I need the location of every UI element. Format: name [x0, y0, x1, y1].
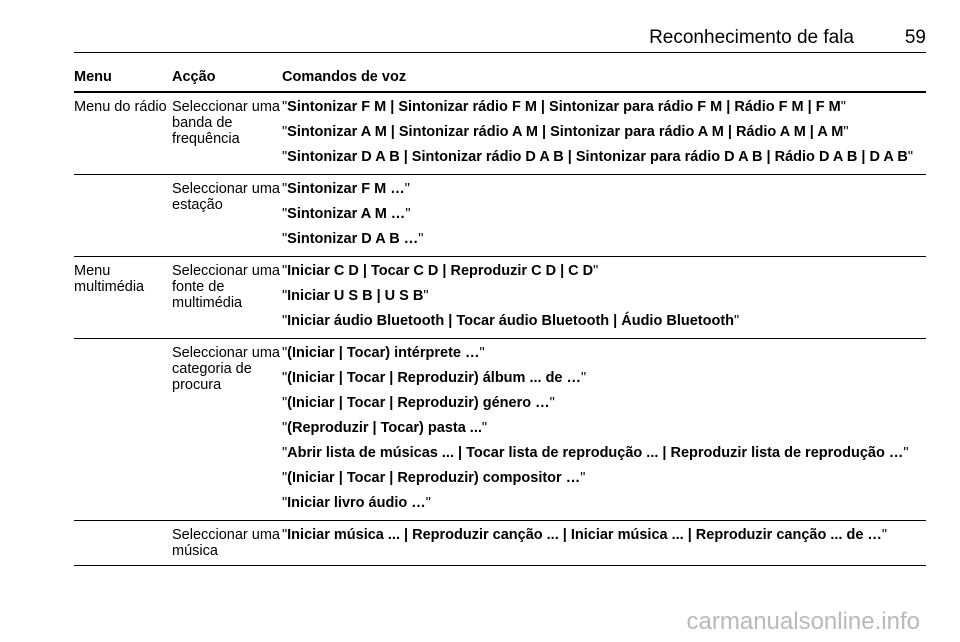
column-header-menu: Menu: [74, 66, 172, 92]
commands-cell: [282, 257, 926, 339]
voice-command-text: Sintonizar A M …: [287, 206, 406, 222]
voice-command-text: Sintonizar A M | Sintonizar rádio A M | Sintonizar para rádio A M | Rádio A M | A M: [287, 124, 844, 140]
commands-cell: [282, 175, 926, 257]
voice-command-text: Iniciar livro áudio …: [287, 495, 426, 511]
voice-command: "Sintonizar F M | Sintonizar rádio F M | Sintonizar para rádio F M | Rádio F M | F M": [282, 99, 846, 115]
table-body: [74, 92, 926, 566]
voice-commands-table: [74, 66, 926, 566]
voice-command: "Sintonizar A M | Sintonizar rádio A M | Sintonizar para rádio A M | Rádio A M | A M": [282, 124, 849, 140]
action-cell: Seleccionar uma banda de frequência: [172, 92, 282, 175]
page-header: [74, 22, 926, 53]
voice-command: "Iniciar música ... | Reproduzir canção ... | Iniciar música ... | Reproduzir canção ... de …": [282, 527, 888, 543]
commands-cell: [282, 521, 926, 566]
voice-command-text: (Iniciar | Tocar | Reproduzir) álbum ... de …: [287, 370, 582, 386]
table-row: [74, 175, 926, 257]
voice-command: "(Iniciar | Tocar | Reproduzir) compositor …": [282, 470, 586, 486]
voice-command-text: Abrir lista de músicas ... | Tocar lista de reprodução ... | Reproduzir lista de reprodução …: [287, 445, 904, 461]
commands-cell: [282, 92, 926, 175]
voice-command-text: (Iniciar | Tocar | Reproduzir) género …: [287, 395, 550, 411]
voice-command: "(Iniciar | Tocar | Reproduzir) álbum ... de …": [282, 370, 587, 386]
menu-cell: [74, 175, 172, 257]
column-header-action: Acção: [172, 66, 282, 92]
voice-command: "Sintonizar D A B | Sintonizar rádio D A B | Sintonizar para rádio D A B | Rádio D A B | D A B": [282, 149, 914, 165]
page-number: 59: [904, 27, 926, 48]
table-header-row: [74, 66, 926, 92]
voice-command: "Iniciar U S B | U S B": [282, 288, 429, 304]
table-row: [74, 257, 926, 339]
page-title: Reconhecimento de fala: [649, 27, 854, 48]
menu-cell: Menu multimédia: [74, 257, 172, 339]
watermark: carmanualsonline.info: [686, 608, 920, 635]
voice-command: "(Iniciar | Tocar | Reproduzir) género …": [282, 395, 555, 411]
voice-command-text: (Iniciar | Tocar) intérprete …: [287, 345, 480, 361]
voice-command-text: Iniciar música ... | Reproduzir canção ... | Iniciar música ... | Reproduzir canção ... de …: [287, 527, 882, 543]
voice-command: "Sintonizar D A B …": [282, 231, 424, 247]
voice-command: "Abrir lista de músicas ... | Tocar lista de reprodução ... | Reproduzir lista de reprodução …": [282, 445, 909, 461]
voice-command: "Sintonizar F M …": [282, 181, 410, 197]
voice-command-text: Iniciar C D | Tocar C D | Reproduzir C D | C D: [287, 263, 594, 279]
voice-command-text: Sintonizar D A B …: [287, 231, 419, 247]
voice-command-text: (Iniciar | Tocar | Reproduzir) compositor …: [287, 470, 581, 486]
voice-command-text: Iniciar áudio Bluetooth | Tocar áudio Bluetooth | Áudio Bluetooth: [287, 313, 735, 329]
table-row: [74, 92, 926, 175]
menu-cell: [74, 339, 172, 521]
voice-command: "(Reproduzir | Tocar) pasta ...": [282, 420, 488, 436]
action-cell: Seleccionar uma categoria de procura: [172, 339, 282, 521]
voice-command: "Sintonizar A M …": [282, 206, 411, 222]
voice-command-text: Sintonizar F M …: [287, 181, 405, 197]
voice-command: "Iniciar áudio Bluetooth | Tocar áudio Bluetooth | Áudio Bluetooth": [282, 313, 740, 329]
voice-command: "Iniciar C D | Tocar C D | Reproduzir C D | C D": [282, 263, 599, 279]
action-cell: Seleccionar uma música: [172, 521, 282, 566]
column-header-commands: Comandos de voz: [282, 66, 926, 92]
menu-cell: Menu do rádio: [74, 92, 172, 175]
menu-cell: [74, 521, 172, 566]
voice-command: "Iniciar livro áudio …": [282, 495, 431, 511]
action-cell: Seleccionar uma estação: [172, 175, 282, 257]
voice-command-text: Sintonizar D A B | Sintonizar rádio D A B | Sintonizar para rádio D A B | Rádio D A B | D A B: [287, 149, 908, 165]
voice-command: "(Iniciar | Tocar) intérprete …": [282, 345, 485, 361]
table-row: [74, 339, 926, 521]
voice-command-text: (Reproduzir | Tocar) pasta ...: [287, 420, 482, 436]
commands-cell: [282, 339, 926, 521]
voice-command-text: Iniciar U S B | U S B: [287, 288, 424, 304]
voice-command-text: Sintonizar F M | Sintonizar rádio F M | Sintonizar para rádio F M | Rádio F M | F M: [287, 99, 841, 115]
table-row: [74, 521, 926, 566]
action-cell: Seleccionar uma fonte de multimédia: [172, 257, 282, 339]
